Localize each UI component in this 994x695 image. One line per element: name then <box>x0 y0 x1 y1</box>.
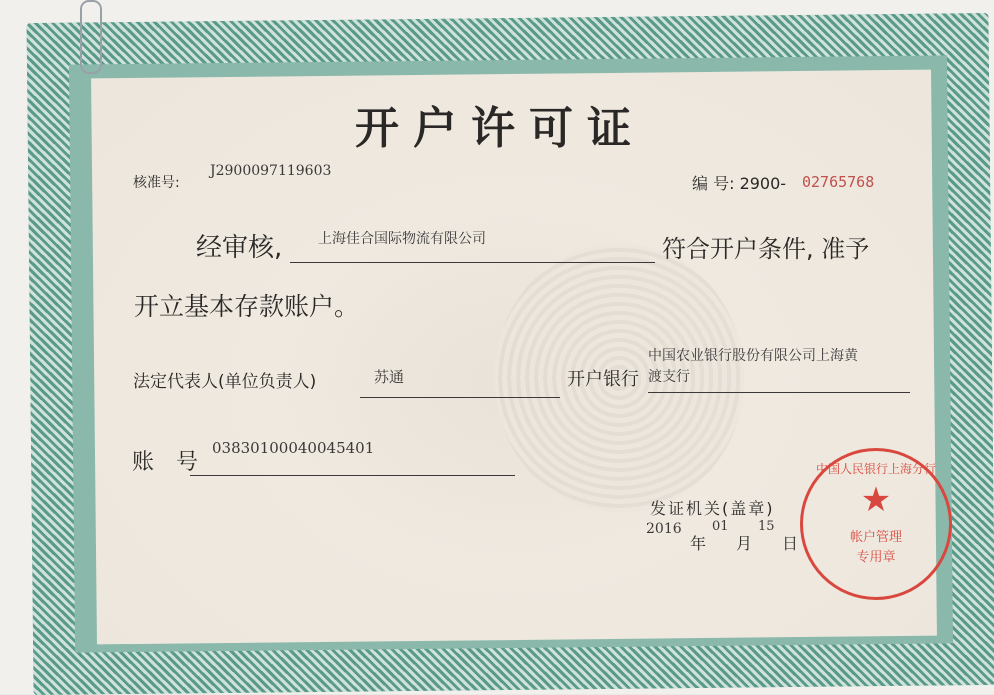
sentence-prefix: 经审核, <box>196 233 283 263</box>
legal-rep: 苏通 <box>374 368 405 386</box>
legal-rep-underline <box>360 397 560 398</box>
account-underline <box>190 475 515 476</box>
day-label: 日 <box>782 534 799 553</box>
bank-line1: 中国农业银行股份有限公司上海黄 <box>648 348 858 364</box>
seal-ring-text: 中国人民银行上海分行 <box>815 462 936 476</box>
sentence-suffix: 符合开户条件, 准予 <box>662 235 870 263</box>
sentence-line2: 开立基本存款账户。 <box>134 292 360 321</box>
seal-center-text-2: 专用章 <box>856 550 896 565</box>
legal-rep-label: 法定代表人(单位负责人) <box>133 372 317 392</box>
star-icon: ★ <box>860 480 892 520</box>
seal-center-text-1: 帐户管理 <box>849 530 902 545</box>
official-seal <box>800 448 952 600</box>
bank-label: 开户银行 <box>567 369 639 390</box>
paper-clip-icon <box>80 0 102 74</box>
issuer-label: 发证机关(盖章) <box>650 499 775 518</box>
bank-underline <box>648 392 910 393</box>
company-name: 上海佳合国际物流有限公司 <box>318 231 486 247</box>
certificate-title: 开户许可证 <box>355 103 645 154</box>
year-label: 年 <box>690 534 707 553</box>
company-underline <box>290 262 655 263</box>
bank-line2: 渡支行 <box>648 369 690 385</box>
account-no: 03830100040045401 <box>212 439 375 457</box>
date-day: 15 <box>758 519 775 534</box>
date-month: 01 <box>712 519 729 534</box>
serial-no: 02765768 <box>802 173 875 191</box>
approval-no-label: 核准号: <box>133 175 180 191</box>
serial-label: 编 号: 2900- <box>692 174 787 193</box>
month-label: 月 <box>736 534 753 553</box>
approval-no: J2900097119603 <box>210 163 332 179</box>
account-label: 账 号 <box>132 450 199 475</box>
date-year: 2016 <box>646 521 682 537</box>
